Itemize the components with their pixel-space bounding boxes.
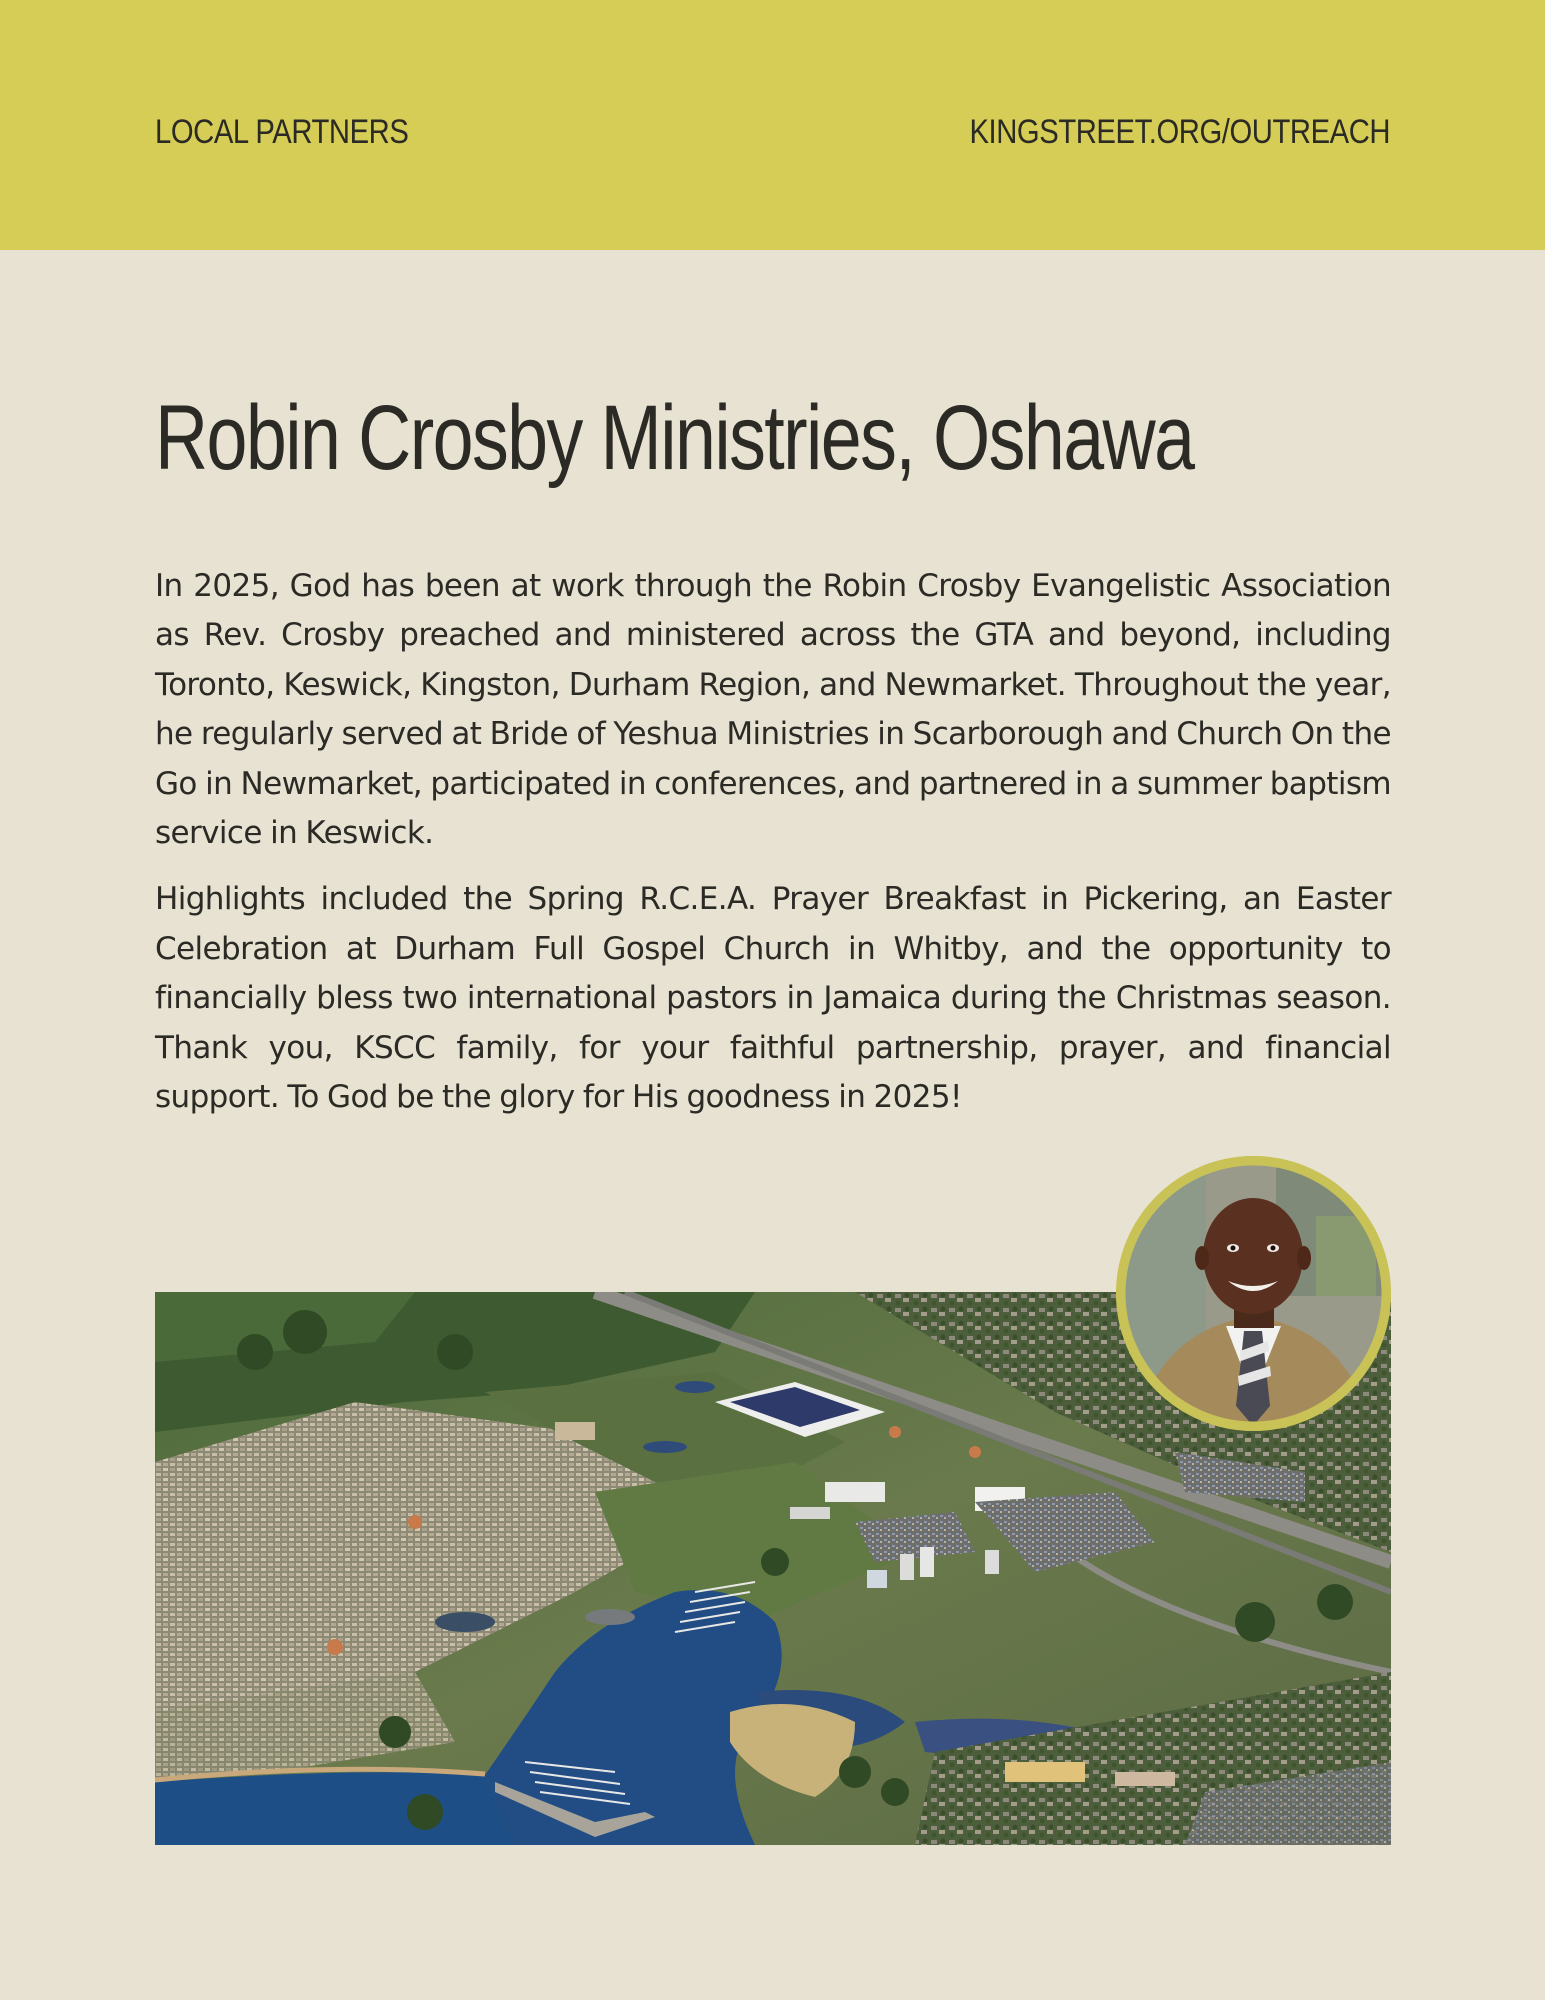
section-label: LOCAL PARTNERS xyxy=(155,113,409,151)
outreach-url[interactable]: KINGSTREET.ORG/OUTREACH xyxy=(969,113,1390,151)
page-title: Robin Crosby Ministries, Oshawa xyxy=(155,387,1194,489)
paragraph: Highlights included the Spring R.C.E.A. Prayer Breakfast in Pickering, an Easter Celebration at Durham Full Gospel Church in Whitby, and the opportunity to financially bless two international pastors in Jamaica during the Christmas season. Thank you, KSCC family, for your faithful partnership, prayer, and financial support. To God be the glory for His goodness in 2025! xyxy=(155,881,1391,1116)
portrait-photo xyxy=(1116,1156,1391,1431)
paragraph: In 2025, God has been at work through the Robin Crosby Evangelistic Association as Rev. Crosby preached and ministered across the GTA and beyond, including Toronto, Keswick, Kingston, Durham Region, and Newmarket. Throughout the year, he regularly served at Bride of Yeshua Ministries in Scarborough and Church On the Go in Newmarket, participated in conferences, and partnered in a summer baptism service in Keswick. xyxy=(155,568,1391,852)
article-body xyxy=(155,562,1391,1139)
